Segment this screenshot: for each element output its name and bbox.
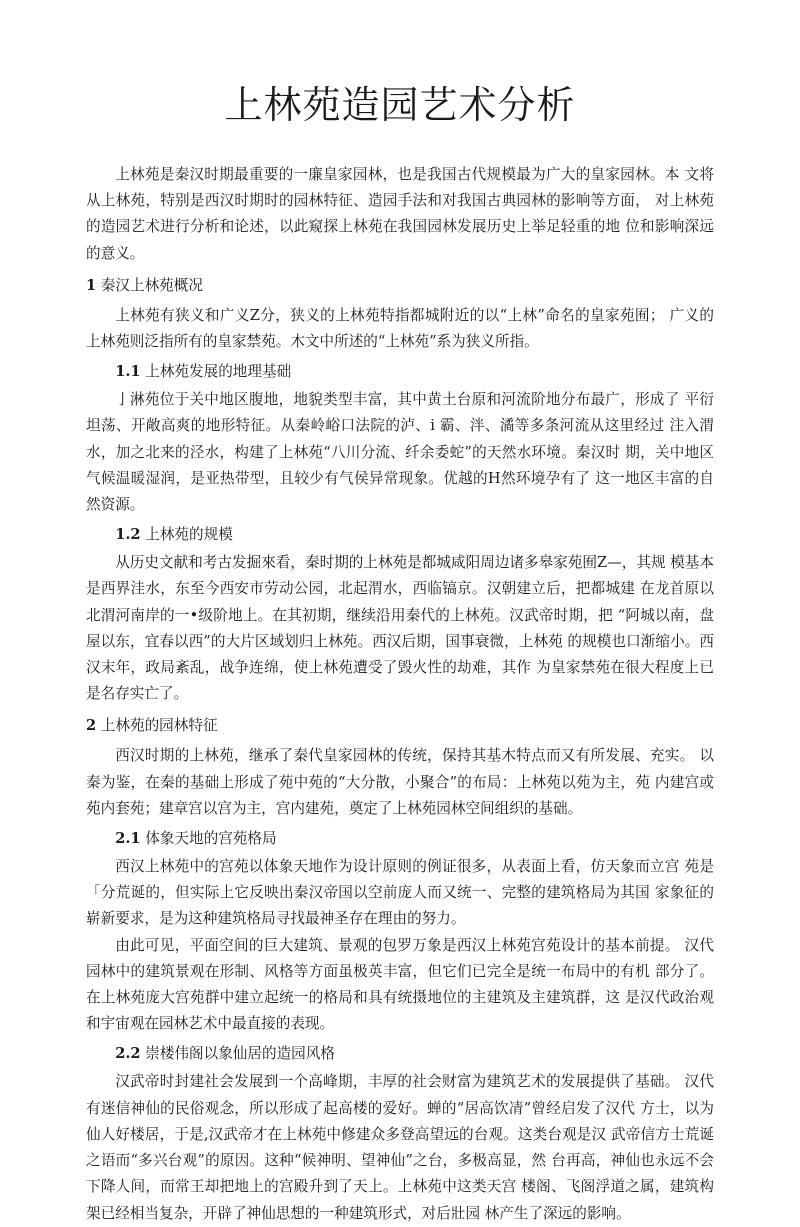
subsection-title: 体象天地的宫苑格局: [145, 830, 277, 848]
subsection-heading-1-1: [86, 359, 714, 385]
body-paragraph: 西汉时期的上林苑，继承了秦代皇家园林的传统，保持其基木特点而又有所发展、充实。 以秦为鉴，在秦的基础上形成了苑中苑的“大分散，小聚合”的布局：上林苑以苑为主，苑 内建宫或苑内套苑；建章宫以宫为主，宫内建苑，奠定了上林苑园林空间组织的基础。: [86, 747, 714, 817]
subsection-number: 2.1: [115, 830, 141, 848]
subsection-number: 2.2: [115, 1045, 141, 1063]
subsection-heading-2-1: [86, 826, 714, 852]
subsection-title: 崇楼伟阁以象仙居的造园风格: [145, 1045, 335, 1063]
page-title: 上林苑造园艺术分析: [224, 83, 576, 127]
section-number: 2: [86, 717, 97, 735]
body-paragraph: 从历史文献和考古发掘來看，秦时期的上林苑是都城咸阳周边诸多皋家苑囿Z—，其规 模基本是西界洼水，东至今西安市劳动公园，北起渭水，西临镐京。汉朝建立后，把都城建 在龙首原以北渭河南岸的一•级阶地上。在其初期，继续沿用秦代的上林苑。汉武帝时期，把 “阿城以南，盘屋以东，宜春以西”的大片区域划归上林苑。西汉后期，国事衰微，上林苑 的规模也口渐缩小。西汉末年，政局紊乱，战争连绵，使上林苑遭受了毁火性的劫难，其作 为皇家禁苑在很大程度上已是名存实亡了。: [86, 554, 714, 703]
section-title: 秦汉上林苑概况: [100, 276, 203, 294]
subsection-title: 上林苑发展的地理基础: [145, 363, 292, 381]
section-heading-1: [86, 273, 714, 299]
subsection-number: 1.2: [115, 526, 141, 544]
subsection-number: 1.1: [115, 363, 141, 381]
section-heading-2: [86, 713, 714, 739]
body-paragraph: 上林苑有狭义和广义Z分，狭义的上林苑特指都城附近的以“上林”命名的皇家苑囿； 广义的上林苑则泛指所有的皇家禁苑。木文中所述的“上林苑”系为狭义所指。: [86, 306, 714, 351]
body-paragraph: 由此可见，平面空间的巨大建筑、景观的包罗万象是西汉上林苑宫苑设计的基本前提。 汉代园林中的建筑景观在形制、风格等方面虽极英丰富，但它们已完全是统一布局中的有机 部分了。在上林苑庞大宫苑群中建立起统一的格局和具有统摄地位的主建筑及主建筑群，这 是汉代政治观和宇宙观在园林艺术中最直接的表现。: [86, 936, 714, 1033]
subsection-title: 上林苑的规模: [145, 526, 233, 544]
section-number: 1: [86, 276, 97, 294]
subsection-heading-2-2: [86, 1041, 714, 1067]
subsection-heading-1-2: [86, 522, 714, 548]
body-paragraph: 汉武帝时封建社会发展到一个高峰期，丰厚的社会财富为建筑艺术的发展提供了基础。 汉代有迷信神仙的民俗观念，所以形成了起高楼的爱好。蝉的“居高饮凊”曾经启发了汉代 方士，以为仙人好楼居，于是,汉武帝才在上林苑中修建众多登高望远的台观。这类台观是汉 武帝信方士荒诞之语而“多兴台观”的原因。这种“候神明、望神仙”之台，多极高显，然 台再高，神仙也永远不会下降人间，而常王却把地上的宫殿升到了天上。上林苑中这类天宫 楼阁、飞阁浮道之属，建筑构架已经相当复杂，开辟了神仙思想的一种建筑形式，对后壯园 林产生了深远的影响。: [86, 1073, 714, 1222]
abstract-paragraph: 上林苑是秦汉时期最重要的一廉皇家园林，也是我国古代规模最为广大的皇家园林。本 文将从上林苑，特别是西汉时期时的园林特征、造园手法和对我国古典园林的影响等方面， 对上林苑的造园艺术进行分析和论述，以此窥探上林苑在我国园林发展历史上举足轻重的地 位和影响深远的意义。: [86, 166, 714, 262]
body-paragraph: 西汉上林苑中的宫苑以体象天地作为设计原则的例证很多，从表面上看，仿天象而立宫 苑是「分荒诞的，但实际上它反映出秦汉帝国以空前庞人而又统一、完整的建筑格局为其国 家象征的崭新要求，是为这种建筑格局寻找最神圣存在理由的努力。: [86, 858, 714, 928]
body-paragraph: 亅淋苑位于关中地区腹地，地貌类型丰富，其中黄土台原和河流阶地分布最广，形成了 平衍坦荡、开敞高爽的地形特征。从秦岭峪口法院的泸、i 霸、泮、潏等多条河流从这里经过 注入渭水，加之北来的泾水，构建了上林苑“八川分流、纤余委蛇”的天然水环境。秦汉时 期，关中地区气候温暖湿润，是亚热带型，且较少有气侯异常现象。优越的H然环境孕有了 这一地区丰富的自然资源。: [86, 391, 714, 514]
section-title: 上林苑的园林特征: [100, 717, 218, 735]
